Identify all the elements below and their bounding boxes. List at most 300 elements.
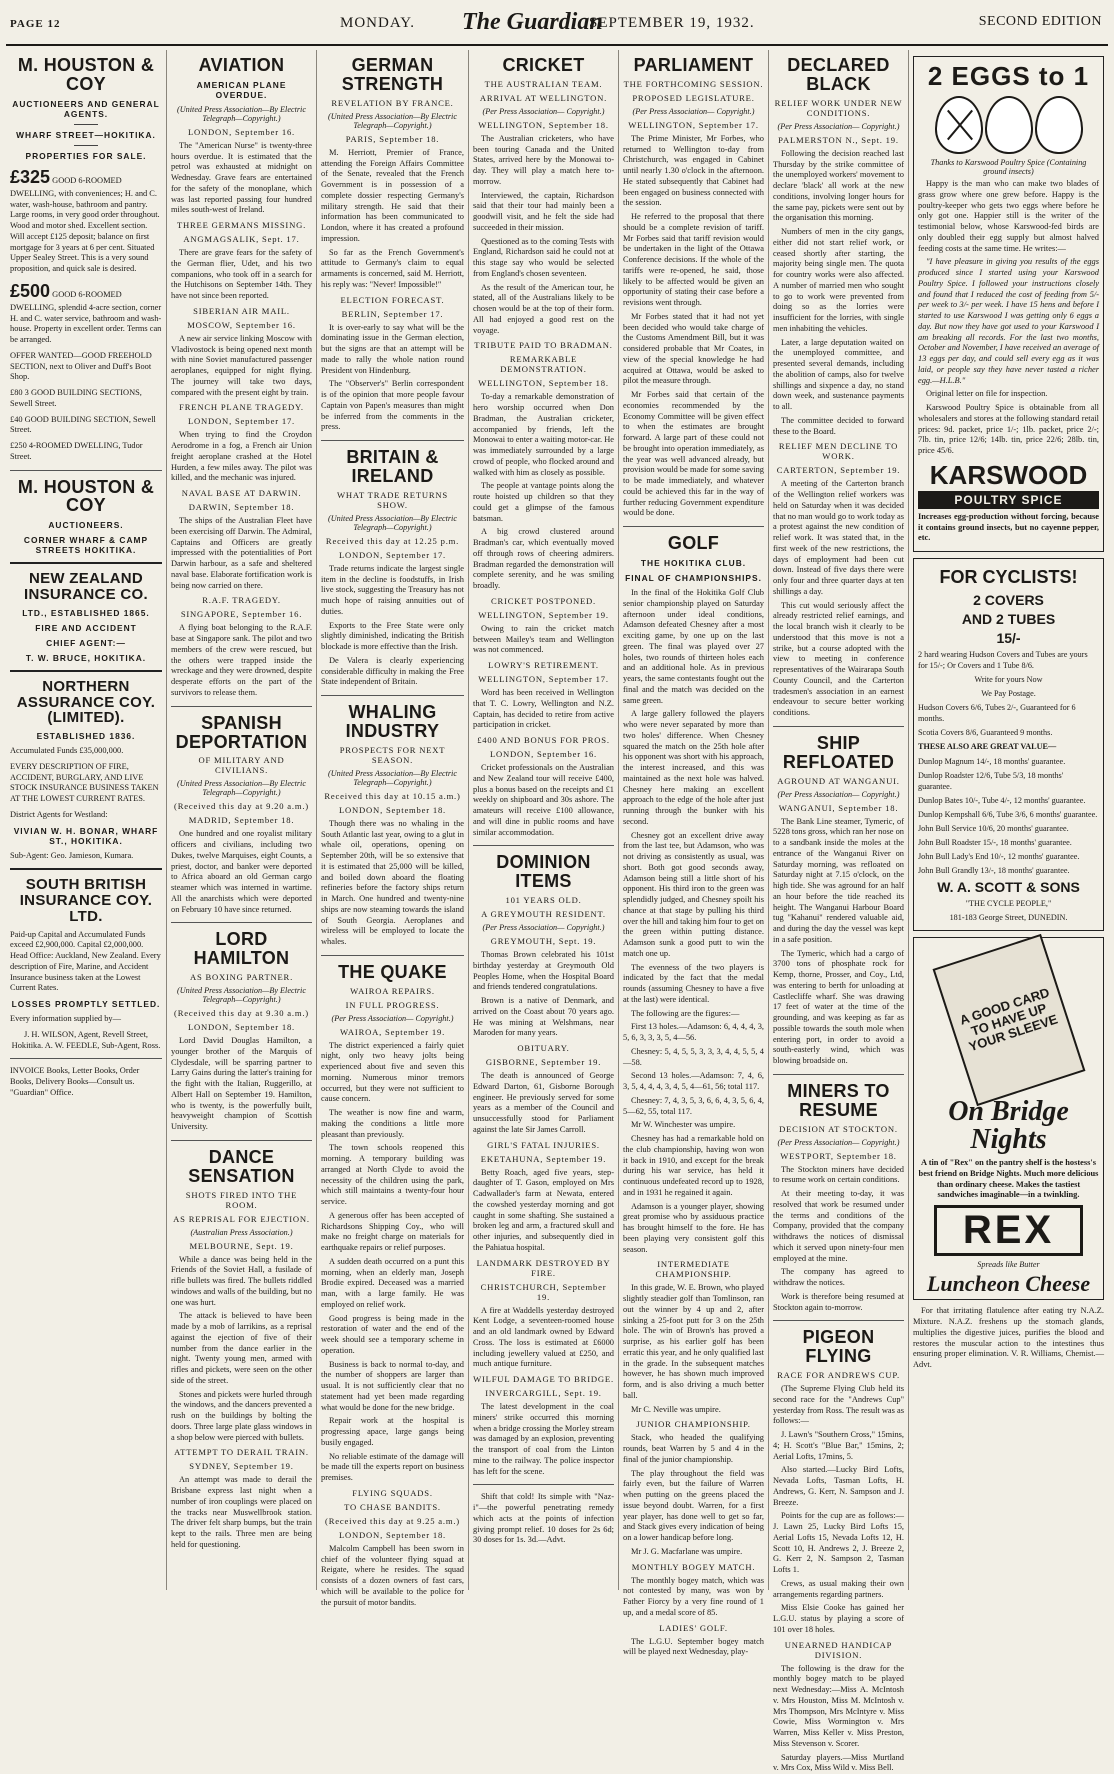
article-paragraph: Second 13 holes.—Adamson: 7, 4, 6, 3, 5, 4, 4, 4, 3, 4, 5, 4—61, 56; total 117. xyxy=(623,1071,764,1092)
subheading: FINAL OF CHAMPIONSHIPS. xyxy=(625,573,762,584)
subheading: FRENCH PLANE TRAGEDY. xyxy=(179,402,304,413)
aviation-heading: AVIATION xyxy=(198,55,285,75)
subheading: WHAT TRADE RETURNS SHOW. xyxy=(336,489,448,510)
subheading: PROPOSED LEGISLATURE. xyxy=(632,92,755,103)
hamilton-heading: LORD HAMILTON xyxy=(193,929,290,969)
subheading: RELIEF WORK UNDER NEW CONDITIONS. xyxy=(774,97,903,118)
received-line: Received this day at 10.15 a.m.) xyxy=(324,790,461,801)
subheading: A GREYMOUTH RESIDENT. xyxy=(481,909,606,920)
northern-funds: Accumulated Funds £35,000,000. xyxy=(10,746,124,756)
byline: (Per Press Association— Copyright.) xyxy=(331,1013,454,1023)
column-3 xyxy=(316,50,468,1607)
divider xyxy=(10,670,162,672)
subheading: OBITUARY. xyxy=(517,1043,570,1054)
byline: (United Press Association—By Electric Telegraph—Copyright.) xyxy=(177,986,306,1005)
south-british-losses: LOSSES PROMPTLY SETTLED. xyxy=(11,999,161,1010)
dateline: INVERCARGILL, Sept. 19. xyxy=(485,1388,602,1399)
cyclists-ad xyxy=(913,558,1104,931)
price-row: Dunlop Kempshall 6/6, Tube 3/6, 6 months' guarantee. xyxy=(918,809,1098,819)
property-listing: £250 4-ROOMED DWELLING, Tudor Street. xyxy=(10,441,143,461)
article-paragraph: Questioned as to the coming Tests with England, Richardson said he could not at this stage say who would be selected from England's chosen seventeen. xyxy=(473,236,614,278)
subheading: AS REPRISAL FOR EJECTION. xyxy=(173,1213,310,1224)
price-row: John Bull Roadster 15/-, 18 months' guarantee. xyxy=(918,837,1072,847)
pigeon-heading: PIGEON FLYING xyxy=(802,1327,875,1367)
advert-paragraph: Karswood Poultry Spice is obtainable from all wholesalers and stores at the following standard retail prices: 9d. packet, price 1/-; 1lb. packet, price 2/-; 7lb. tin, price 12/6; 14lb. tin, price 22/6; 28lb. tin, price 45/6. xyxy=(918,403,1099,455)
dateline: EKETAHUNA, September 19. xyxy=(480,1153,607,1164)
article-paragraph: As the result of the American tour, he stated, all of the Australians likely to be chosen would be at the top of their form. All had enjoyed a good rest on the voyage. xyxy=(473,282,614,335)
article-paragraph: Numbers of men in the city gangs, either did not start relief work, or ceased shortly after starting, the majority being single men. The quota for country works were also affected. A number of married men who sought to go to work were prevented from doing so as the lorries were insufficient for the lorries, with single men inhabiting the vehicles. xyxy=(773,227,904,333)
dateline: WESTPORT, September 18. xyxy=(780,1150,897,1161)
luncheon-cheese: Luncheon Cheese xyxy=(926,1271,1091,1297)
article-paragraph: A sudden death occurred on a punt this morning, when an elderly man, Joseph Brodie expired. Deceased was a married man, with a large family. He was employed on relief work. xyxy=(321,1256,464,1309)
dateline: WANGANUI, September 18. xyxy=(778,802,899,813)
northern-agent-name: VIVIAN W. H. BONAR, WHARF ST., HOKITIKA. xyxy=(13,825,159,846)
south-british-heading: SOUTH BRITISH INSURANCE COY. LTD. xyxy=(19,876,153,925)
article-paragraph: A meeting of the Carterton branch of the Wellington relief workers was held on Saturday when it was decided that no man would go to work today as a protest against the new condition of relief work. It was stated that, in the first week of the new restrictions, the days of employment had been cut down. Instead of five days there were only four and three quarter days at ten shillings a day. xyxy=(773,479,904,596)
article-paragraph: Thomas Brown celebrated his 101st birthday yesterday at Greymouth Old Peoples Home, when the Hospital Board and friends tendered congratulations. xyxy=(473,950,614,992)
houston-address: WHARF STREET—HOKITIKA. xyxy=(16,129,156,140)
subheading: IN FULL PROGRESS. xyxy=(345,999,440,1010)
northern-text: EVERY DESCRIPTION OF FIRE, ACCIDENT, BURGLARY, AND LIVE STOCK INSURANCE BUSINESS TAKEN AT THE LOWEST CURRENT RATES. xyxy=(10,761,159,804)
nzi-fire: FIRE AND ACCIDENT xyxy=(35,622,137,633)
subheading: R.A.F. TRAGEDY. xyxy=(202,595,281,606)
article-paragraph: The attack is believed to have been made by a mob of larrikins, as a reprisal against the ejection of five of their number from the dance earlier in the night. Twenty young men, armed with rifles and pickets, were seen on the other side of the street. xyxy=(171,1311,312,1385)
subheading: JUNIOR CHAMPIONSHIP. xyxy=(636,1419,751,1430)
dateline: GISBORNE, September 19. xyxy=(485,1057,602,1068)
article-paragraph: Business is back to normal to-day, and the number of shoppers are larger than usual. It is not sufficiently clear that no statement had yet been made regarding what would be done for the new bridge. xyxy=(321,1359,464,1412)
crossed-egg-icon xyxy=(935,96,983,154)
column-classifieds xyxy=(6,50,166,1590)
houston-sub: AUCTIONEERS AND GENERAL AGENTS. xyxy=(12,98,160,119)
article-paragraph: He referred to the proposal that there should be a complete revision of tariff. Mr Forbes said that tariff revision would be undertaken in the light of the Ottawa Conference decisions. If the whole of the tariffs were re-opened, he said, those likely to be affected would be given an opportunity of stating their case before a revisions went through. xyxy=(623,212,764,308)
testimonial: "I have pleasure in giving you results of the eggs produced since I started using your Karswood Poultry Spice. I followed your instructions closely and found that I reduced the cost of feeding from 5/- per week to 3/- per week. I have 15 hens and before I started to use Karswood I was getting only 6 eggs a day. But now they have got used to your Karswood I am breaking all records. For the last two months, October and November, I have received an average of 13 eggs per day, and could sell every egg as it was laid, or people say they have never tasted a richer egg.—H.L.B." xyxy=(918,257,1099,385)
houston2-sub: AUCTIONEERS. xyxy=(48,520,124,531)
subheading: DECISION AT STOCKTON. xyxy=(779,1123,898,1134)
cyclists-price: 15/- xyxy=(996,630,1021,646)
property-listing: £40 GOOD BUILDING SECTION, Sewell Street. xyxy=(10,414,156,435)
article-paragraph: A big crowd clustered around Bradman's car, which eventually moved off through rows of cheering admirers. Bradman regarded the demonstration will complete serenity, and he was smiling broadly. xyxy=(473,527,614,591)
article-paragraph: It is over-early to say what will be the dominating issue in the German election, but the signs are that an attempt will be made to rally the whole nation round President von Hindenburg. xyxy=(321,322,464,375)
byline: (United Press Association—By Electric Telegraph—Copyright.) xyxy=(328,111,457,130)
egg-icon xyxy=(985,96,1033,154)
byline: (Per Press Association— Copyright.) xyxy=(777,1137,900,1147)
article-paragraph: Chesney has had a remarkable hold on the club championship, having won won it back in 1910, and except for the break during his war service, has held it continuous undefeated record up to 1928, and in 1931 he regained it again. xyxy=(623,1134,764,1197)
article-paragraph: The district experienced a fairly quiet night, only two heavy jolts being experienced about five and seven this morning. Numerous minor tremors occurred, but they were not sufficient to cause concern. xyxy=(321,1040,464,1104)
dateline: PALMERSTON N., Sept. 19. xyxy=(778,134,899,145)
article-paragraph: Miss Elsie Cooke has gained her L.G.U. status by playing a score of 101 over 18 holes. xyxy=(773,1603,904,1634)
article-paragraph: The following are the figures:— xyxy=(631,1008,740,1018)
column-4 xyxy=(468,50,618,1590)
dateline: MOSCOW, September 16. xyxy=(187,319,296,330)
declared-black-heading: DECLARED BLACK xyxy=(787,55,890,94)
rex-ad xyxy=(913,937,1104,1300)
article-paragraph: Though there was no whaling in the South Atlantic last year, owing to a glut in whale oil, operations, opening on September 20th, will be so extensive that it is estimated that 25,000 will be killed, and boiled down aboard the floating refineries before the factory ships return in March. One hundred and twenty-nine ships are now steaming towards the island of South Georgia. Aeroplanes and wireless will be employed to locate the whales. xyxy=(321,818,464,947)
dateline: LONDON, September 18. xyxy=(338,804,447,815)
eggs-caption: Thanks to Karswood Poultry Spice (Containing ground insects) xyxy=(930,158,1087,176)
scott-address: 181-183 George Street, DUNEDIN. xyxy=(949,913,1068,923)
article-paragraph: Cricket professionals on the Australian and New Zealand tour will receive £400, plus a bonus based on the receipts and £1 weekly on shipboard and 30s ashore. The amateurs will receive £100 allowance, and will dine in public rooms and have similar accommodation. xyxy=(473,763,614,837)
received-line: (Received this day at 9.25 a.m.) xyxy=(325,1515,460,1526)
subheading: SHOTS FIRED INTO THE ROOM. xyxy=(185,1189,298,1210)
byline: (Per Press Association— Copyright.) xyxy=(777,789,900,799)
price-row: John Bull Service 10/6, 20 months' guarantee. xyxy=(918,823,1069,833)
subheading: INTERMEDIATE CHAMPIONSHIP. xyxy=(655,1259,732,1280)
dateline: CHRISTCHURCH, September 19. xyxy=(480,1281,607,1302)
dateline: MADRID, September 18. xyxy=(188,815,295,826)
spanish-heading: SPANISH DEPORTATION xyxy=(175,712,308,752)
article-paragraph: Chesney got an excellent drive away from the last tee, but Adamson, who was not driving as consistently as usual, was short. Both got good seconds away, Adamson being still a little short of his opponent. His third iron to the green was splendidly judged, and Chesney spoilt his chance at that stage by pulling his third over the hill and taking him four to get on the green within putting distance. Adamson sunk a good putt to win the match one up. xyxy=(623,830,764,958)
byline: (United Press Association—By Electric Telegraph—Copyright.) xyxy=(177,779,306,798)
article-paragraph: The death is announced of George Edward Darton, 61, Gisborne Borough engineer. He previously served for some years as a member of the Council and unsuccessfully stood for Parliament against the late Sir James Carroll. xyxy=(473,1071,614,1134)
cyclists-heading: FOR CYCLISTS! xyxy=(939,567,1078,587)
property-listing: £325 GOOD 6-ROOMED DWELLING, with conveniences; H. and C. water, wash-house, bathroom and pantry. Large rooms, in very good order throughout. Wood and motor shed. Excellent section. Will accept £125 deposit; balance on first mortgage for 3 years at 6 per cent. Situated Upper Sealey Street. This is a very sound proposition, and quick sale is desired. xyxy=(10,166,160,274)
article-paragraph: A generous offer has been accepted of Richardsons Shipping Coy., who will make no freight charge on materials for earthquake repairs or relief purposes. xyxy=(321,1210,464,1253)
masthead-date: SEPTEMBER 19, 1932. xyxy=(589,15,755,31)
article-paragraph: The Tymeric, which had a cargo of 3700 tons of phosphate rock for Kemp, thorne, Prosser, and Coy., Ltd, was entering to berth for unloading at Castlecliffe wharf. She was drawing 17 feet of water at the time of the grounding, and was keeping as far as possible towards the south mole when entering port, in order to avoid a south-easterly wind, which was blowing broadside on. xyxy=(773,948,904,1066)
byline: (Per Press Association— Copyright.) xyxy=(482,106,605,116)
south-british-info: Every information supplied by— xyxy=(10,1014,121,1024)
article-paragraph: Following the decision reached last Thursday by the strike committee of the unemployed workers' movement to declare 'black' all work at the new conditions, involving longer hours for the same pay, pickets were sent out by the organisation this morning. xyxy=(773,148,904,223)
property-listing: OFFER WANTED—GOOD FREEHOLD SECTION, next to Oliver and Duff's Boot Shop. xyxy=(10,350,152,382)
subheading: REMARKABLE DEMONSTRATION. xyxy=(500,354,587,375)
advert-paragraph: Original letter on file for inspection. xyxy=(926,389,1048,399)
subheading: £400 AND BONUS FOR PROS. xyxy=(477,735,610,746)
dateline: WAIROA, September 19. xyxy=(339,1026,446,1037)
article-paragraph: Trade returns indicate the largest single item in the decline is foodstuffs, in Irish live stock, suggesting the Treasury has not much hope of raising annuities out of duties. xyxy=(321,563,464,616)
subheading: ARRIVAL AT WELLINGTON. xyxy=(479,92,608,103)
article-paragraph: Mr C. Neville was umpire. xyxy=(631,1404,721,1414)
article-paragraph: The town schools reopened this morning. A temporary building was arranged at North Clyde to avoid the necessity of the children using the park, which still maintains a twenty-four hour service. xyxy=(321,1143,464,1207)
northern-sub-agent: Sub-Agent: Geo. Jamieson, Kumara. xyxy=(10,850,134,860)
eggs-illustration xyxy=(918,96,1099,154)
subheading: LOWRY'S RETIREMENT. xyxy=(488,660,599,671)
byline: (Australian Press Association.) xyxy=(190,1227,293,1237)
article-paragraph: The Stockton miners have decided to resume work on certain conditions. xyxy=(773,1164,904,1185)
advert-paragraph: Increases egg-production without forcing, because it contains ground insects, but no cayenne pepper, etc. xyxy=(918,511,1099,543)
card-text: A GOOD CARD TO HAVE UP YOUR SLEEVE xyxy=(957,984,1060,1055)
article-paragraph: No reliable estimate of the damage will be made till the experts report on business premises. xyxy=(321,1451,464,1483)
article-paragraph: Repair work at the hospital is progressing apace, large gangs being busily engaged. xyxy=(321,1416,464,1447)
houston-heading: M. HOUSTON & COY xyxy=(17,55,155,94)
article-paragraph: Lord David Douglas Hamilton, a younger brother of the Marquis of Clydesdale, will be sparring partner to Larry Gains during the latter's training for the fight with the Italian, Ruggerillo, at Albert Hall on September 19. Hamilton, who is twenty, is the powerfully built, heavyweight champion of Scottish University. xyxy=(171,1036,312,1132)
article-paragraph: The Australian cricketers, who have been touring Canada and the United States, arrived here by the Monowai to-day. They will play a match here to-morrow. xyxy=(473,133,614,186)
article-paragraph: The company has agreed to withdraw the notices. xyxy=(773,1267,904,1288)
parliament-heading: PARLIAMENT xyxy=(633,55,754,75)
subheading: TO CHASE BANDITS. xyxy=(344,1501,441,1512)
bridge-title: On Bridge Nights xyxy=(948,1096,1069,1156)
article-paragraph: While a dance was being held in the Friends of the Soviet Hall, a fusilade of rifle bullets was fired. The bullets riddled windows and walls of the building, but no one was hurt. xyxy=(171,1254,312,1307)
dateline: DARWIN, September 18. xyxy=(188,502,295,513)
divider xyxy=(473,1484,614,1485)
northern-agents: District Agents for Westland: xyxy=(10,809,108,819)
dateline: WELLINGTON, September 17. xyxy=(628,119,759,130)
karswood-brand: KARSWOOD xyxy=(929,459,1088,490)
article-paragraph: The committee decided to forward these to the Board. xyxy=(773,415,904,436)
subheading: THREE GERMANS MISSING. xyxy=(176,220,307,231)
article-paragraph: In the final of the Hokitika Golf Club senior championship played on Saturday afternoon under ideal conditions, Adamson defeated Chesney after a most exciting game, by one up on the last green. The final was played over 27 holes, two rounds of thirteen holes each and an additional hole. As in previous years, the same contestants fought out the final and the match was decided on the same green. xyxy=(623,588,764,705)
article-paragraph: The play throughout the field was fairly even, but the failure of Warren when putting on the greens placed the issue beyond doubt. Warren, for a first year player, has done well to get so far, and Stack gives every indication of being on a lower handicap before long. xyxy=(623,1468,764,1543)
article-paragraph: M. Herriott, Premier of France, attending the Foreign Affairs Committee of the Senate, revealed that the French Government is in possession of a complete dossier respecting Germany's military strength. He said that their information has been communicated to London, where it has created a profound impression. xyxy=(321,147,464,243)
dateline: MELBOURNE, Sept. 19. xyxy=(189,1240,294,1251)
article-paragraph: The "Observer's" Berlin correspondent is of the opinion that more people favour Captain von Papen's measures than might be inferred from the comments in the press. xyxy=(321,379,464,432)
article-paragraph: The people at vantage points along the route hoisted up children so that they could get a glimpse of the famous batsman. xyxy=(473,481,614,523)
article-paragraph: A new air service linking Moscow with Vladivostock is being opened next month with nine Soviet manufactured passenger aeroplanes, equipped for night flying. The journey will take two days, compared with the present eight by train. xyxy=(171,333,312,397)
price-row: 2 hard wearing Hudson Covers and Tubes are yours for 15/-; Or Covers and 1 Tube 8/6. xyxy=(918,650,1088,671)
price-row: Dunlop Roadster 12/6, Tube 5/3, 18 months' guarantee. xyxy=(918,770,1064,791)
cyclists-sub: AND 2 TUBES xyxy=(961,611,1056,627)
article-paragraph: The latest development in the coal miners' strike occurred this morning when a bridge crossing the Morley stream was damaged by an explosion, preventing the transport of coal from the Linton mine to the railway. The police inspector has left for the scene. xyxy=(473,1402,614,1476)
divider xyxy=(10,562,162,564)
article-paragraph: The Bank Line steamer, Tymeric, of 5228 tons gross, which ran her nose on to a sandbank inside the moles at the entrance of the Wanganui River on Saturday morning, was refloated on Saturday night at 7.15 o'clock, on the high tide. She was aground for an half an hour before the tide reached its height. The Wanganui Harbour Board tug "Kahanui" rendered valuable aid, and during the day the vessel was kept in a safe position. xyxy=(773,816,904,944)
cyclists-sub: 2 COVERS xyxy=(973,592,1044,608)
column-2 xyxy=(166,50,316,1590)
article-paragraph: Brown is a native of Denmark, and arrived on the Coast about 70 years ago. He was mining at Welshmans, near Maroden for many years. xyxy=(473,996,614,1038)
dateline: LONDON, September 18. xyxy=(338,1529,447,1540)
article-paragraph: Points for the cup are as follows:—J. Lawn 25, Lucky Bird Lofts 15, Aerial Lofts 15, Nevada Lofts 12, H. Scott 10, H. Andrews 2, J. Breeze 2, G. Kerr 2, N. Sampson 2, Tasman Lofts 1. xyxy=(773,1511,904,1575)
advert-paragraph: Shift that cold! Its simple with "Naz-i"—the powerful penetrating remedy which acts at the points of infection giving prompt relief. 10 doses for 2s 6d; 30 doses for 1s. 3d.—Advt. xyxy=(473,1492,614,1545)
dateline: LONDON, September 16. xyxy=(187,126,296,137)
byline: (Per Press Association— Copyright.) xyxy=(632,106,755,116)
received-line: Received this day at 12.25 p.m. xyxy=(325,535,460,546)
subheading: THE FORTHCOMING SESSION. xyxy=(623,78,764,89)
article-paragraph: The weather is now fine and warm, making the conditions a little more pleasant than previously. xyxy=(321,1108,464,1139)
subheading: GIRL'S FATAL INJURIES. xyxy=(487,1139,600,1150)
divider xyxy=(773,1074,904,1075)
article-paragraph: Stones and pickets were hurled through the windows, and the dancers prevented a rush on the buildings by bolting the doors. Three large plate glass windows in a shop below were pierced with bullets. xyxy=(171,1389,312,1442)
dance-heading: DANCE SENSATION xyxy=(188,1146,295,1186)
dateline: WELLINGTON, September 18. xyxy=(478,378,609,389)
article-paragraph: Interviewed, the captain, Richardson said that their tour had mainly been a goodwill visit, and he felt the side had succeeded in their mission. xyxy=(473,190,614,232)
subheading: RACE FOR ANDREWS CUP. xyxy=(777,1370,900,1381)
nzi-heading: NEW ZEALAND INSURANCE CO. xyxy=(24,570,148,604)
subheading: AGROUND AT WANGANUI. xyxy=(777,775,900,786)
price-row: We Pay Postage. xyxy=(981,689,1036,699)
price-row: Dunlop Bates 10/-, Tube 4/-, 12 months' guarantee. xyxy=(918,795,1086,805)
article-paragraph: J. Lawn's "Southern Cross," 15mins, 4; H. Scott's "Blue Bar," 15mins, 2; Aerial Lofts, 17mins, 5. xyxy=(773,1430,904,1461)
divider xyxy=(623,526,764,527)
byline: (United Press Association—By Electric Telegraph—Copyright.) xyxy=(328,768,457,787)
divider xyxy=(773,1320,904,1321)
eggs-heading: 2 EGGS to 1 xyxy=(927,61,1090,91)
divider xyxy=(74,124,98,125)
dateline: LONDON, September 16. xyxy=(489,749,598,760)
column-5 xyxy=(618,50,768,1657)
subheading: 101 YEARS OLD. xyxy=(505,895,582,906)
article-paragraph: There are grave fears for the safety of the German flier, Udet, and his two companions, who took off in a search for the Hutchisons on September 14th. They have not since been reported. xyxy=(171,248,312,301)
article-paragraph: Betty Roach, aged five years, step-daughter of T. Gason, employed on Mrs Cadwallader's farm at Newata, entered the cowshed yesterday morning and got caught in some shafting. She sustained a broken leg and arm, a fractured skull and other injuries, and subsequently died in the Pahiatua hospital. xyxy=(473,1167,614,1252)
dateline: PARIS, September 18. xyxy=(345,133,440,144)
article-paragraph: Good progress is being made in the restoration of water and the end of the week should see a temporary scheme in operation. xyxy=(321,1313,464,1355)
northern-established: ESTABLISHED 1836. xyxy=(36,731,136,742)
subheading: AS BOXING PARTNER. xyxy=(189,972,294,983)
subheading: RELIEF MEN DECLINE TO WORK. xyxy=(778,441,899,462)
karswood-ad xyxy=(913,56,1104,552)
article-paragraph: Mr J. G. Macfarlane was umpire. xyxy=(631,1546,743,1556)
divider xyxy=(171,922,312,923)
subheading: LADIES' GOLF. xyxy=(659,1622,728,1633)
advert-paragraph: Happy is the man who can make two blades of grass grow where one grew before. Happy is the poultry-keeper who gets two eggs where before he only got one. Happier still is the writer of the testimonial below, whose Karswood-fed birds are only doubled their egg supply but almost halved feeding costs at the same time. He writes:— xyxy=(918,179,1099,253)
divider xyxy=(171,1140,312,1141)
britain-heading: BRITAIN & IRELAND xyxy=(346,447,439,486)
price-row: Hudson Covers 6/6, Tubes 2/-, Guaranteed for 6 months. xyxy=(918,703,1076,724)
price-row: Scotia Covers 8/6, Guaranteed 9 months. xyxy=(918,728,1053,738)
article-paragraph: At their meeting to-day, it was resolved that work be resumed under the terms and conditions of the Company, provided that the company withdraws the notices of dismissal which it served upon ninety-four men employed at the mine. xyxy=(773,1189,904,1263)
dominion-heading: DOMINION ITEMS xyxy=(496,852,591,892)
article-paragraph: De Valera is clearly experiencing considerable difficulty in making the Free State independent of Britain. xyxy=(321,655,464,687)
article-paragraph: The following is the draw for the monthly bogey match to be played next Wednesday:—Miss A. McIntosh v. Mrs Houston, Miss M. McIntosh v. Mrs Thompson, Mrs McIntyre v. Miss Cowie, Miss Wormington v. Mrs Warren, Miss Keller v. Miss Preston, Miss Stevenson v. Scorer. xyxy=(773,1663,904,1748)
dateline: WELLINGTON, September 17. xyxy=(478,674,609,685)
article-paragraph: The "American Nurse" is twenty-three hours overdue. It is estimated that the petrol was exhausted at midnight on Wednesday. Grave fears are entertained for the safety of the monoplane, which was last reported passing four hundred miles south-west of Ireland. xyxy=(171,140,312,215)
subheading: FLYING SQUADS. xyxy=(352,1487,433,1498)
whaling-heading: WHALING INDUSTRY xyxy=(345,702,440,741)
article-paragraph: The L.G.U. September bogey match will be played next Wednesday, play- xyxy=(623,1636,764,1657)
price-row: Dunlop Magnum 14/-, 18 months' guarantee. xyxy=(918,756,1066,766)
article-paragraph: To-day a remarkable demonstration of hero worship occurred when Don Bradman, the Australian cricketer, accompanied by friends, left the Monowai to enter a waiting motor-car. He was immediately surrounded by a large crowd of people, who flocked around and walked with him as closely as possible. xyxy=(473,392,614,477)
dateline: LONDON, September 18. xyxy=(187,1022,296,1033)
golf-heading: GOLF xyxy=(667,533,720,554)
divider xyxy=(321,955,464,956)
advert-paragraph: For that irritating flatulence after eating try N.A.Z. Mixture. N.A.Z. freshens up the stomach glands, multiplies the digestive juices, purifies the blood and restores the muscular action to the intestines thus ensuring proper elimination. V. R. Williams, Chemist.—Advt. xyxy=(913,1306,1104,1370)
dateline: SYDNEY, September 19. xyxy=(189,1461,294,1472)
subheading: TRIBUTE PAID TO BRADMAN. xyxy=(474,340,613,351)
subheading: CRICKET POSTPONED. xyxy=(491,595,596,606)
nzi-agent-label: CHIEF AGENT:— xyxy=(46,637,126,648)
south-british-text: Paid-up Capital and Accumulated Funds exceed £2,900,000. Capital £2,000,000. Head Office: Auckland, New Zealand. Every description of Fire, Marine, and Accident Insurance business taken at the Lowest Current Rates. xyxy=(10,929,161,993)
subheading: REVELATION BY FRANCE. xyxy=(331,97,454,108)
cricket-heading: CRICKET xyxy=(502,55,585,75)
subheading: PROSPECTS FOR NEXT SEASON. xyxy=(339,744,446,765)
price-row: John Bull Grandly 13/-, 18 months' guarantee. xyxy=(918,866,1070,875)
byline: (United Press Association—By Electric Telegraph—Copyright.) xyxy=(177,104,306,123)
subheading: ELECTION FORECAST. xyxy=(340,294,445,305)
byline: (Per Press Association— Copyright.) xyxy=(482,923,605,933)
scott-sub: "THE CYCLE PEOPLE," xyxy=(965,899,1052,909)
article-paragraph: Malcolm Campbell has been sworn in chief of the volunteer flying squad at Reigate, where he resides. The squad consists of a dozen owners of fast cars, which will be available to the police for the pursuit of motor bandits. xyxy=(321,1543,464,1607)
article-paragraph: So far as the French Government's attitude to Germany's claim to equal armaments is concerned, said M. Herriott, his reply was: "Never! Impossible!" xyxy=(321,247,464,289)
subheading: LANDMARK DESTROYED BY FIRE. xyxy=(476,1257,611,1278)
received-line: (Received this day at 9.30 a.m.) xyxy=(174,1008,309,1019)
divider xyxy=(74,145,98,146)
nzi-sub: LTD., ESTABLISHED 1865. xyxy=(22,607,150,618)
dateline: CARTERTON, September 19. xyxy=(776,465,901,476)
advert-paragraph: A tin of "Rex" on the pantry shelf is the hostess's best friend on Bridge Nights. Much more delicious than ordinary cheese. Makes the tastiest sandwiches imaginable—in a twinkling. xyxy=(918,1158,1099,1200)
subheading: THE AUSTRALIAN TEAM. xyxy=(484,78,603,89)
dateline: GREYMOUTH, Sept. 19. xyxy=(490,936,597,947)
article-paragraph: Mr W. Winchester was umpire. xyxy=(631,1120,736,1130)
south-british-agent: J. H. WILSON, Agent, Revell Street, Hokitika. A. W. FEEDLE, Sub-Agent, Ross. xyxy=(11,1029,161,1050)
article-paragraph: Adamson is a younger player, showing great promise who by assiduous practice has brought himself to the fore. He has been playing very consistent golf this season. xyxy=(623,1201,764,1254)
divider xyxy=(10,868,162,870)
article-paragraph: A fire at Waddells yesterday destroyed Kent Lodge, a seventeen-roomed house and an old landmark owned by Edward Cross. The loss is estimated at £6000 including jewellery valued at £250, and much antique furniture. xyxy=(473,1305,614,1369)
article-paragraph: (The Supreme Flying Club held its second race for the "Andrews Cup" yesterday from Ross. The result was as follows:— xyxy=(773,1384,904,1426)
price-row: John Bull Lady's End 10/-, 12 months' guarantee. xyxy=(918,851,1080,861)
divider xyxy=(321,440,464,441)
egg-icon xyxy=(1035,96,1083,154)
article-paragraph: Mr Forbes said that certain of the economies recommended by the Economy Committee will be given effect to when the estimates are brought forward. A large part of these could not be brought into operation immediately, as the year was well advanced already, but provision would be made for some saving to be made immediately, and whatever could be achieved this far in the way of further reducing Government expenditure would be done. xyxy=(623,390,764,518)
masthead xyxy=(6,6,1108,40)
article-paragraph: A flying boat belonging to the R.A.F. base at Singapore sank. The pilot and two members of the crew were rescued, but the others were trapped inside the wreckage and they were drowned, despite desperate efforts on the part of the survivors to release them. xyxy=(171,623,312,697)
dateline: WELLINGTON, September 19. xyxy=(478,609,609,620)
divider xyxy=(773,726,904,727)
subheading: WAIROA REPAIRS. xyxy=(350,985,435,996)
column-6 xyxy=(768,50,908,1773)
northern-heading: NORTHERN ASSURANCE COY. (LIMITED). xyxy=(16,677,156,727)
nzi-agent-name: T. W. BRUCE, HOKITIKA. xyxy=(25,652,147,663)
edition-label: SECOND EDITION xyxy=(978,14,1102,29)
divider xyxy=(171,706,312,707)
article-paragraph: Word has been received in Wellington that T. C. Lowry, Wellington and N.Z. Captain, has decided to retire from active participation in cricket. xyxy=(473,688,614,730)
subheading: OF MILITARY AND CIVILIANS. xyxy=(198,755,285,776)
article-paragraph: An attempt was made to derail the Brisbane express last night when a number of iron couplings were placed on the tracks near Muswellbrook station. The driver felt sharp bumps, but the train kept to the rails. Three men are being held for questioning. xyxy=(171,1475,312,1549)
dateline: WELLINGTON, September 18. xyxy=(478,119,609,130)
article-paragraph: The monthly bogey match, which was not contested by many, was won by Father Fiorcy by a very fine round of 1 up, and a medal score of 85. xyxy=(623,1575,764,1617)
article-paragraph: Chesney: 5, 4, 5, 5, 3, 3, 3, 4, 4, 5, 5, 4—58. xyxy=(623,1046,764,1067)
dateline: SINGAPORE, September 16. xyxy=(180,609,303,620)
property-listing: £80 3 GOOD BUILDING SECTIONS, Sewell Street. xyxy=(10,388,142,408)
subheading: ATTEMPT TO DERAIL TRAIN. xyxy=(174,1447,309,1458)
dateline: LONDON, September 17. xyxy=(338,549,447,560)
houston2-heading: M. HOUSTON & COY xyxy=(17,476,155,516)
article-paragraph: Chesney: 7, 4, 3, 5, 3, 6, 6, 4, 3, 5, 6, 4, 5—62, 55, total 117. xyxy=(623,1095,764,1116)
rex-brand: REX xyxy=(934,1205,1083,1256)
miners-heading: MINERS TO RESUME xyxy=(787,1080,890,1120)
rex-tagline: Spreads like Butter xyxy=(977,1260,1040,1270)
properties-heading: PROPERTIES FOR SALE. xyxy=(25,150,147,161)
article-paragraph: This cut would seriously affect the already restricted relief earnings, and the local branch wish it clearly to be understood that this move is not a strike, but a course adopted with the view to meeting in conference representatives of the Wairarapa South County Council, and the Carterton tradesmen's association in an earnest endeavour to secure better working conditions. xyxy=(773,600,904,718)
dateline: LONDON, September 17. xyxy=(187,416,296,427)
invoice-books-ad: INVOICE Books, Letter Books, Order Books, Delivery Books—Consult us. "Guardian" Office. xyxy=(10,1066,140,1097)
article-paragraph: First 13 holes.—Adamson: 6, 4, 4, 4, 3, 5, 6, 3, 3, 3, 5, 4—56. xyxy=(623,1022,764,1043)
houston2-address: CORNER WHARF & CAMP STREETS HOKITIKA. xyxy=(23,535,149,556)
article-paragraph: Owing to rain the cricket match between Mailey's team and Wellington was not commenced. xyxy=(473,623,614,655)
dateline: BERLIN, September 17. xyxy=(341,308,444,319)
article-paragraph: In this grade, W. E. Brown, who played slightly steadier golf than Tomlinson, ran out the winner by 4 up and 2, after sinking a 25-foot putt for 3 on the 25th hole. The win of Brown's has proved a surprise, as his earlier golf has been erratic this year, and he only qualified last in the grade. In the subsequent matches however, he has shown much improved form, and is also driving a much better ball. xyxy=(623,1283,764,1400)
byline: (Per Press Association— Copyright.) xyxy=(777,121,900,131)
price-row: Write for yours Now xyxy=(974,675,1043,685)
page-number: PAGE 12 xyxy=(10,18,61,30)
german-heading: GERMAN STRENGTH xyxy=(341,55,444,94)
masthead-rule xyxy=(6,44,1108,46)
article-paragraph: The evenness of the two players is indicated by the fact that the medal rounds (assuming Chesney to have a five at the last) were identical. xyxy=(623,962,764,1004)
article-paragraph: When trying to find the Croydon Aerodrome in a fog, a French air Union freight aeroplane crashed at the Hotel Hurden, a few miles away. The pilot was killed, and the mechanic was injured. xyxy=(171,430,312,483)
scott-heading: W. A. SCOTT & SONS xyxy=(937,879,1080,896)
byline: (United Press Association—By Electric Telegraph—Copyright.) xyxy=(328,513,457,532)
article-paragraph: Stack, who headed the qualifying rounds, beat Warren by 5 and 4 in the final of the junior championship. xyxy=(623,1433,764,1464)
article-paragraph: One hundred and one royalist military officers and civilians, including two Dukes, twelve Marquises, eight Counts, a priest, doctor, and banker were deported to Africa aboard an old German cargo steamer which was interned in wartime. All the anarchists which were deported on February 10 have since returned. xyxy=(171,829,312,914)
article-paragraph: Saturday players.—Miss Murtland v. Mrs Cox, Miss Wild v. Miss Bell. xyxy=(773,1752,904,1773)
article-paragraph: Work is therefore being resumed at Stockton again to-morrow. xyxy=(773,1291,904,1312)
newspaper-title: The Guardian xyxy=(462,9,603,35)
article-paragraph: Later, a large deputation waited on the unemployed committee, and presented several demands, including the abolition of camps, also for twelve shillings and sixpence a day, no stand down week, and sustenance payments to all. xyxy=(773,337,904,412)
divider xyxy=(473,845,614,846)
subheading: THE HOKITIKA CLUB. xyxy=(640,558,747,569)
article-paragraph: The ships of the Australian Fleet have been exercising off Darwin. The Admiral, Captains and Officers are greatly impressed with the potentialities of Port Darwin harbour, as a safe and sheltered naval base. Elaborate fortification work is being now carried on there. xyxy=(171,516,312,590)
received-line: (Received this day at 9.20 a.m.) xyxy=(174,801,309,812)
article-paragraph: A large gallery followed the players who were never separated by more than two holes' difference. When Chesney squared the match on the 25th hole after his opponent was short with his approach, the interest increased, and this was maintained as the next hole was halved. Chesney here making an excellent approach to the edge of the hole after just running through the bunker with his second. xyxy=(623,709,764,826)
article-paragraph: Also started.—Lucky Bird Lofts, Nevada Lofts, Tasman Lofts, H. Andrews, G. Kerr, N. Sampson and J. Breeze. xyxy=(773,1465,904,1507)
article-paragraph: The Prime Minister, Mr Forbes, who returned to Wellington to-day from Christchurch, was engaged in Cabinet until nearly 1.30 o'clock in the afternoon. He stated subsequently that Cabinet had been engaged on business connected with the session. xyxy=(623,133,764,208)
property-listing: £500 GOOD 6-ROOMED DWELLING, splendid 4-acre section, corner H. and C. water service, bathroom and wash-house. Property in excellent order. Terms can be arranged. xyxy=(10,280,162,345)
subheading: MONTHLY BOGEY MATCH. xyxy=(631,1561,756,1572)
dateline: ANGMAGSALIK, Sept. 17. xyxy=(183,234,300,245)
playing-card-icon xyxy=(932,934,1085,1106)
subheading: WILFUL DAMAGE TO BRIDGE. xyxy=(473,1374,614,1385)
article-paragraph: Crews, as usual making their own arrangements regarding partners. xyxy=(773,1578,904,1599)
divider xyxy=(10,1058,162,1059)
column-adverts xyxy=(908,50,1108,1590)
poultry-spice-bar: POULTRY SPICE xyxy=(918,491,1099,509)
divider xyxy=(10,470,162,471)
